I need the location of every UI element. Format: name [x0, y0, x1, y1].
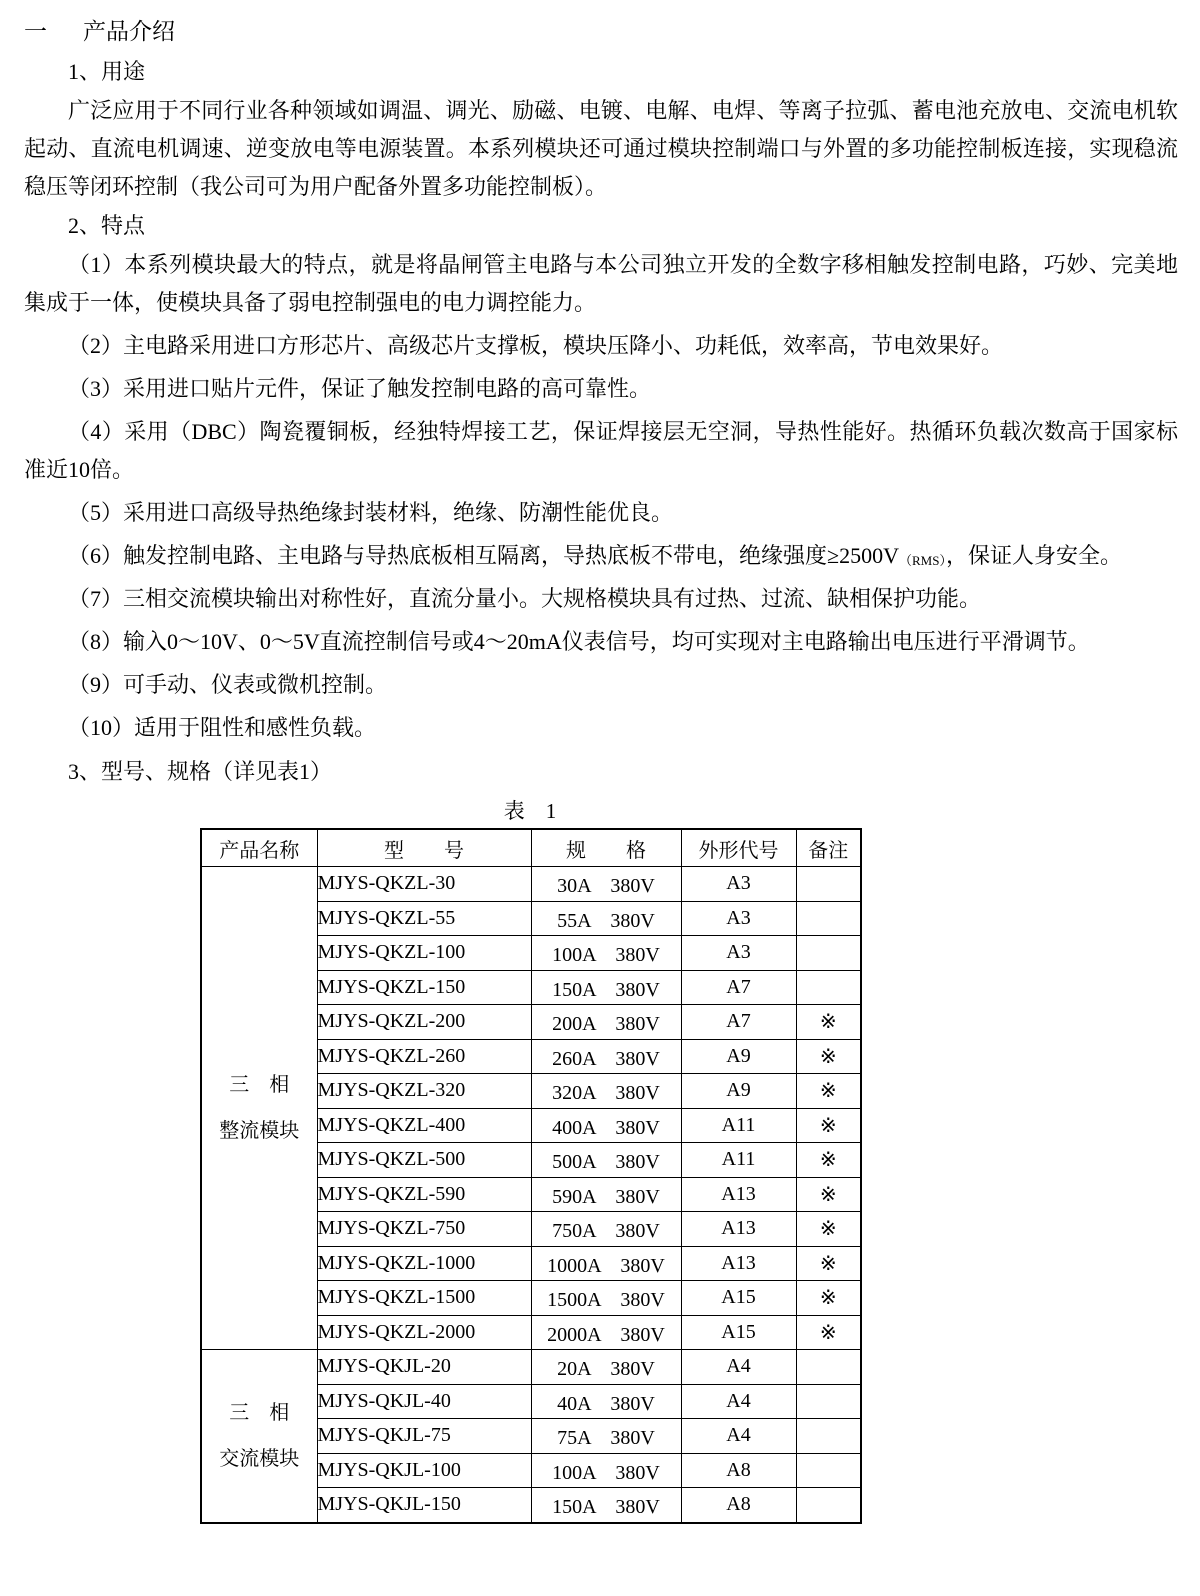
spec-cell: 40A 380V: [531, 1384, 681, 1419]
spec-cell: 100A 380V: [531, 1453, 681, 1488]
shape-code-cell: A4: [681, 1350, 796, 1385]
feature-item-6: [24, 537, 1178, 580]
product-name-line2: 交流模块: [219, 1447, 300, 1470]
model-cell: MJYS-QKZL-150: [317, 970, 531, 1005]
shape-code-cell: A13: [681, 1177, 796, 1212]
spec-cell: 500A 380V: [531, 1143, 681, 1178]
model-cell: MJYS-QKZL-1000: [317, 1246, 531, 1281]
feature-text: （6）触发控制电路、主电路与导热底板相互隔离，导热底板不带电，绝缘强度≥2500V: [68, 543, 899, 568]
product-name-line2: 整流模块: [219, 1120, 300, 1142]
rms-subscript: （RMS）: [898, 553, 946, 568]
remark-cell: ※: [796, 1212, 861, 1247]
model-cell: MJYS-QKZL-30: [317, 867, 531, 902]
remark-cell: ※: [796, 1005, 861, 1040]
remark-cell: ※: [796, 1039, 861, 1074]
feature-item-10: [24, 709, 1178, 752]
remark-cell: [796, 901, 861, 936]
remark-cell: [796, 1419, 861, 1454]
model-cell: MJYS-QKZL-55: [317, 901, 531, 936]
feature-item-3: [24, 370, 1178, 413]
remark-cell: ※: [796, 1074, 861, 1109]
shape-code-cell: A15: [681, 1281, 796, 1316]
model-cell: MJYS-QKZL-260: [317, 1039, 531, 1074]
section-heading: [24, 12, 1178, 52]
shape-code-cell: A7: [681, 1005, 796, 1040]
usage-paragraph: 广泛应用于不同行业各种领域如调温、调光、励磁、电镀、电解、电焊、等离子拉弧、蓄电池充放电、交流电机软起动、直流电机调速、逆变放电等电源装置。本系列模块还可通过模块控制端口与外置的多功能控制板连接，实现稳流稳压等闭环控制（我公司可为用户配备外置多功能控制板）。: [24, 98, 1178, 199]
remark-cell: [796, 1350, 861, 1385]
spec-cell: 55A 380V: [531, 901, 681, 936]
header-product-name: 产品名称: [201, 829, 317, 867]
shape-code-cell: A11: [681, 1108, 796, 1143]
spec-cell: 400A 380V: [531, 1108, 681, 1143]
header-spec: 规 格: [531, 829, 681, 867]
table-row: [201, 1350, 861, 1385]
spec-cell: 320A 380V: [531, 1074, 681, 1109]
spec-cell: 1500A 380V: [531, 1281, 681, 1316]
shape-code-cell: A15: [681, 1315, 796, 1350]
remark-cell: ※: [796, 1143, 861, 1178]
shape-code-cell: A13: [681, 1212, 796, 1247]
model-cell: MJYS-QKZL-2000: [317, 1315, 531, 1350]
shape-code-cell: A3: [681, 936, 796, 971]
shape-code-cell: A3: [681, 867, 796, 902]
remark-cell: [796, 1453, 861, 1488]
spec-cell: 2000A 380V: [531, 1315, 681, 1350]
section-number: 一: [24, 19, 47, 44]
header-remark: 备注: [796, 829, 861, 867]
product-name-line1: 三 相: [229, 1074, 290, 1096]
table-caption: 表 1: [503, 799, 557, 823]
feature-text: （9）可手动、仪表或微机控制。: [68, 672, 388, 697]
feature-text: （4）采用（DBC）陶瓷覆铜板，经独特焊接工艺，保证焊接层无空洞，导热性能好。热循环负载次数高于国家标准近10倍。: [24, 419, 1178, 482]
model-cell: MJYS-QKZL-750: [317, 1212, 531, 1247]
remark-cell: ※: [796, 1315, 861, 1350]
product-name-line1: 三 相: [229, 1401, 290, 1424]
feature-text: （10）适用于阻性和感性负载。: [68, 715, 377, 740]
feature-text: （1）本系列模块最大的特点，就是将晶闸管主电路与本公司独立开发的全数字移相触发控制电路，巧妙、完美地集成于一体，使模块具备了弱电控制强电的电力调控能力。: [24, 252, 1178, 315]
subsection-2-heading: 2、特点: [68, 213, 146, 238]
shape-code-cell: A4: [681, 1384, 796, 1419]
feature-text: （8）输入0～10V、0～5V直流控制信号或4～20mA仪表信号，均可实现对主电路输出电压进行平滑调节。: [68, 629, 1090, 654]
spec-cell: 100A 380V: [531, 936, 681, 971]
remark-cell: [796, 936, 861, 971]
spec-cell: 1000A 380V: [531, 1246, 681, 1281]
shape-code-cell: A11: [681, 1143, 796, 1178]
document-text: [0, 0, 1200, 792]
shape-code-cell: A4: [681, 1419, 796, 1454]
table-row: [201, 867, 861, 902]
header-model: 型 号: [317, 829, 531, 867]
model-cell: MJYS-QKZL-320: [317, 1074, 531, 1109]
spec-cell: 20A 380V: [531, 1350, 681, 1385]
remark-cell: [796, 970, 861, 1005]
model-cell: MJYS-QKJL-100: [317, 1453, 531, 1488]
spec-cell: 150A 380V: [531, 970, 681, 1005]
shape-code-cell: A9: [681, 1039, 796, 1074]
shape-code-cell: A3: [681, 901, 796, 936]
feature-text: （7）三相交流模块输出对称性好，直流分量小。大规格模块具有过热、过流、缺相保护功能。: [68, 586, 982, 611]
model-cell: MJYS-QKZL-200: [317, 1005, 531, 1040]
shape-code-cell: A13: [681, 1246, 796, 1281]
spec-cell: 750A 380V: [531, 1212, 681, 1247]
feature-item-5: [24, 494, 1178, 537]
model-cell: MJYS-QKZL-590: [317, 1177, 531, 1212]
header-shape-code: 外形代号: [681, 829, 796, 867]
model-cell: MJYS-QKJL-150: [317, 1488, 531, 1523]
remark-cell: ※: [796, 1281, 861, 1316]
feature-item-2: [24, 327, 1178, 370]
model-cell: MJYS-QKZL-100: [317, 936, 531, 971]
model-cell: MJYS-QKJL-75: [317, 1419, 531, 1454]
remark-cell: [796, 1488, 861, 1523]
remark-cell: ※: [796, 1108, 861, 1143]
subsection-1-heading: 1、用途: [68, 59, 146, 84]
section-title: 产品介绍: [83, 19, 175, 44]
shape-code-cell: A9: [681, 1074, 796, 1109]
spec-cell: 260A 380V: [531, 1039, 681, 1074]
spec-table-body: [201, 867, 861, 1523]
spec-cell: 590A 380V: [531, 1177, 681, 1212]
feature-item-4: [24, 413, 1178, 494]
model-cell: MJYS-QKZL-500: [317, 1143, 531, 1178]
table-header-row: [201, 829, 861, 867]
feature-text: （5）采用进口高级导热绝缘封装材料，绝缘、防潮性能优良。: [68, 500, 674, 525]
product-name-cell: [201, 1350, 317, 1523]
feature-text-post: ，保证人身安全。: [945, 543, 1122, 568]
remark-cell: ※: [796, 1246, 861, 1281]
shape-code-cell: A8: [681, 1488, 796, 1523]
model-cell: MJYS-QKJL-40: [317, 1384, 531, 1419]
feature-text: （3）采用进口贴片元件，保证了触发控制电路的高可靠性。: [68, 376, 652, 401]
model-cell: MJYS-QKZL-400: [317, 1108, 531, 1143]
remark-cell: [796, 1384, 861, 1419]
model-cell: MJYS-QKJL-20: [317, 1350, 531, 1385]
model-cell: MJYS-QKZL-1500: [317, 1281, 531, 1316]
spec-cell: 30A 380V: [531, 867, 681, 902]
spec-cell: 200A 380V: [531, 1005, 681, 1040]
spec-cell: 75A 380V: [531, 1419, 681, 1454]
feature-item-8: [24, 623, 1178, 666]
feature-item-1: [24, 246, 1178, 327]
shape-code-cell: A8: [681, 1453, 796, 1488]
spec-cell: 150A 380V: [531, 1488, 681, 1523]
subsection-3-heading: 3、型号、规格（详见表1）: [68, 759, 333, 784]
feature-text: （2）主电路采用进口方形芯片、高级芯片支撑板，模块压降小、功耗低，效率高，节电效果好。: [68, 333, 1004, 358]
product-name-cell: [201, 867, 317, 1350]
shape-code-cell: A7: [681, 970, 796, 1005]
remark-cell: ※: [796, 1177, 861, 1212]
table-1-container: [200, 796, 860, 1524]
remark-cell: [796, 867, 861, 902]
feature-item-9: [24, 666, 1178, 709]
spec-table: [200, 828, 862, 1524]
feature-item-7: [24, 580, 1178, 623]
